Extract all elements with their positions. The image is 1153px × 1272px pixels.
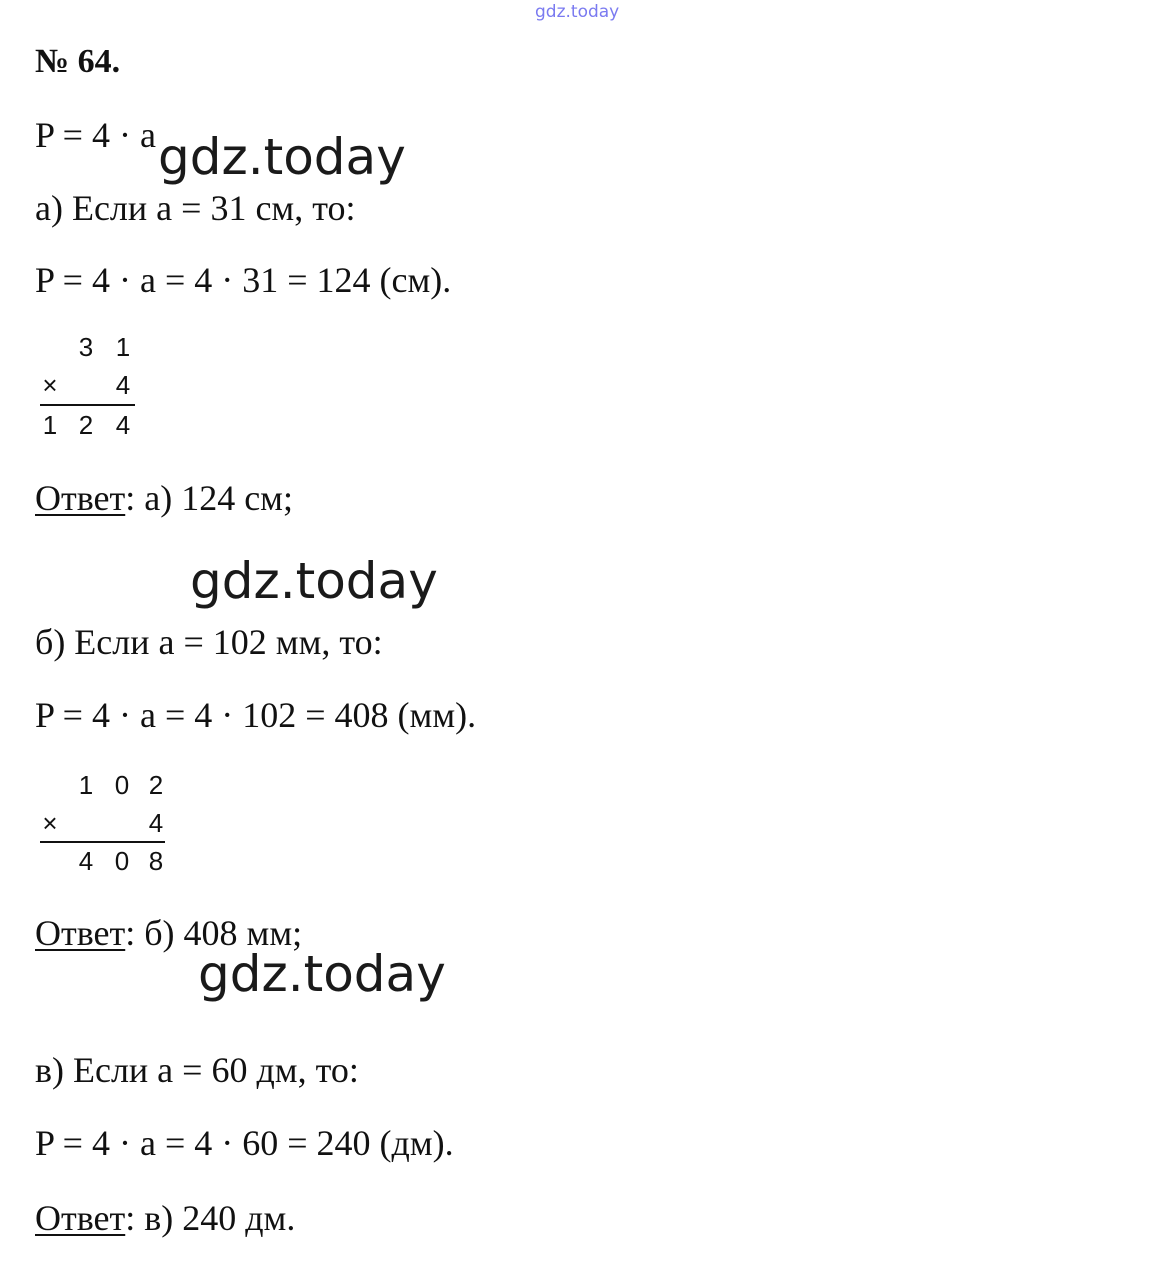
multiply-sign: × — [42, 370, 58, 400]
digit: 3 — [78, 332, 94, 362]
part-a-answer — [35, 478, 293, 518]
digit: 0 — [114, 770, 130, 800]
formula: P = 4 · a — [35, 115, 156, 155]
part-c-calc: P = 4 · a = 4 · 60 = 240 (дм). — [35, 1123, 454, 1163]
problem-title: № 64. — [35, 43, 121, 80]
watermark-2: gdz.today — [190, 552, 438, 610]
digit: 4 — [115, 410, 131, 440]
answer-text: : в) 240 дм. — [125, 1198, 296, 1238]
part-c-condition: в) Если a = 60 дм, то: — [35, 1050, 359, 1090]
digit: 2 — [148, 770, 164, 800]
answer-label: Ответ — [35, 913, 126, 953]
part-b-condition: б) Если a = 102 мм, то: — [35, 622, 383, 662]
part-a-calc: P = 4 · a = 4 · 31 = 124 (см). — [35, 260, 452, 300]
digit: 0 — [114, 846, 130, 876]
part-a-condition: а) Если a = 31 см, то: — [35, 188, 356, 228]
digit: 4 — [148, 808, 164, 838]
answer-label: Ответ — [35, 1198, 126, 1238]
watermark-3: gdz.today — [198, 945, 446, 1003]
column-multiplication-b — [40, 770, 180, 880]
watermark-top: gdz.today — [535, 2, 620, 22]
watermark-1: gdz.today — [158, 128, 406, 186]
part-c-answer — [35, 1198, 295, 1238]
multiply-sign: × — [42, 808, 58, 838]
column-line — [40, 841, 165, 843]
answer-text: : б) 408 мм; — [125, 913, 303, 953]
answer-label: Ответ — [35, 478, 126, 518]
digit: 4 — [78, 846, 94, 876]
digit: 1 — [115, 332, 131, 362]
digit: 1 — [78, 770, 94, 800]
digit: 8 — [148, 846, 164, 876]
digit: 4 — [115, 370, 131, 400]
part-b-calc: P = 4 · a = 4 · 102 = 408 (мм). — [35, 695, 477, 735]
column-multiplication-a — [40, 332, 140, 442]
answer-text: : а) 124 см; — [125, 478, 293, 518]
column-line — [40, 404, 135, 406]
digit: 2 — [78, 410, 94, 440]
digit: 1 — [42, 410, 58, 440]
